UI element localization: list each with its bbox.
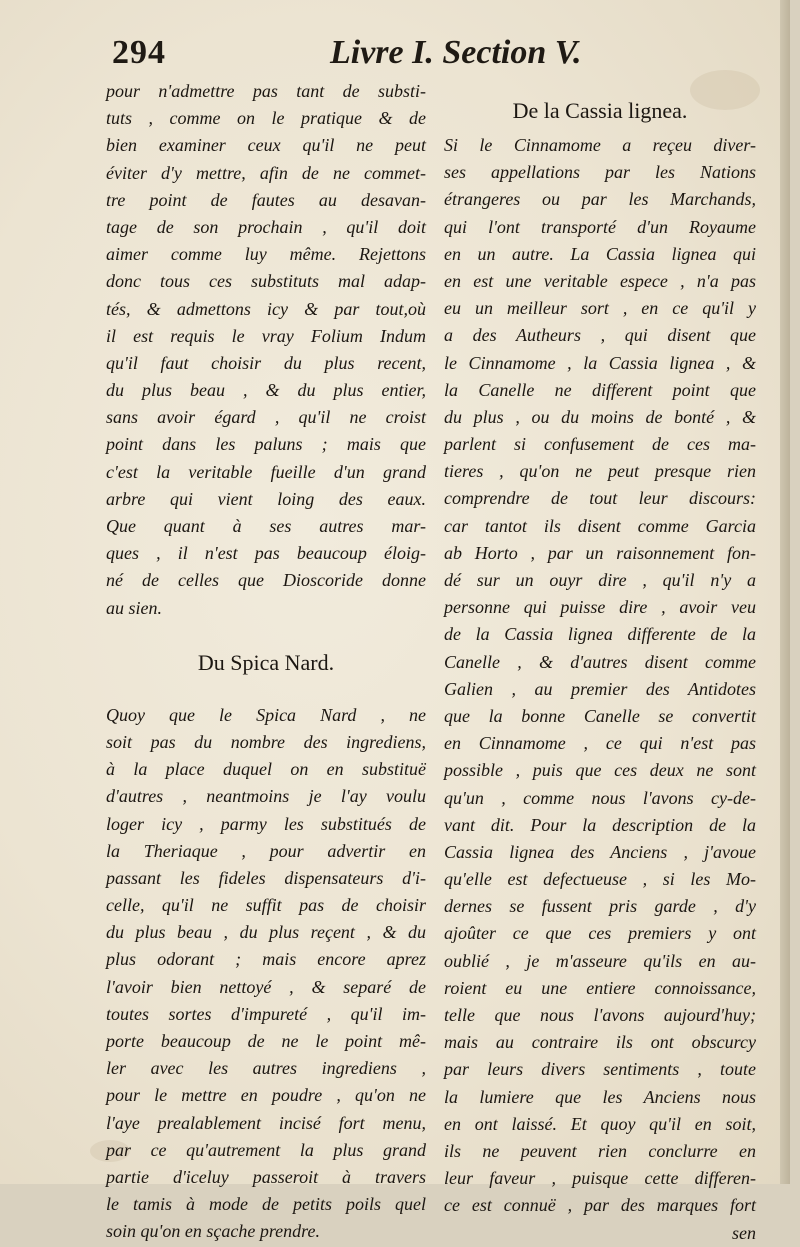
text-line: Galien , au premier des Antidotes [444,678,756,699]
text-line: comprendre de tout leur discours: [444,488,756,509]
text-line: dernes se fussent pris garde , d'y [444,896,756,917]
text-line: il est requis le vray Folium Indum [106,325,426,346]
text-line: tés, & admettons icy & par tout,où [106,298,426,319]
text-line: toutes sortes d'impureté , qu'il im- [106,1003,426,1024]
text-line: personne qui puisse dire , avoir veu [444,597,756,618]
text-line: que la bonne Canelle se convertit [444,705,756,726]
text-line: mais au contraire ils ont obscurcy [444,1032,756,1053]
text-line: en un autre. La Cassia lignea qui [444,243,756,264]
text-line: c'est la veritable fueille d'un grand [106,461,426,482]
text-line: leur faveur , puisque cette differen- [444,1168,756,1189]
text-line: en Cinnamome , ce qui n'est pas [444,733,756,754]
page-number: 294 [112,34,166,71]
text-line: porte beaucoup de ne le point mê- [106,1031,426,1051]
text-line: plus odorant ; mais encore aprez [106,949,426,970]
text-line: eu un meilleur sort , en ce qu'il y [444,298,756,319]
text-line: ils ne peuvent rien conclurre en [444,1140,756,1161]
text-line: le Cinnamome , la Cassia lignea , & [444,352,756,373]
section-heading: De la Cassia lignea. [512,98,688,123]
text-line: bien examiner ceux qu'il ne peut [106,135,426,156]
text-line: l'avoir bien nettoyé , & separé de [106,976,426,997]
text-line: la Theriaque , pour advertir en [106,840,426,861]
catchword: sen [732,1222,756,1243]
text-line: passant les fideles dispensateurs d'i- [106,867,426,888]
text-line: qu'un , comme nous l'avons cy-de- [444,787,756,808]
text-line: possible , puis que ces deux ne sont [444,760,756,781]
text-line: Canelle , & d'autres disent comme [444,651,756,672]
text-line: né de celles que Dioscoride donne [106,570,426,591]
left-column [106,78,426,1246]
text-line: éviter d'y mettre, afin de ne commet- [106,162,426,183]
text-line: roient eu une entiere connoissance, [444,977,756,998]
text-line: soit pas du nombre des ingrediens, [106,731,426,752]
running-title: Livre I. Section V. [330,34,582,71]
text-line: qu'elle est defectueuse , si les Mo- [444,869,756,890]
text-line: de la Cassia lignea differente de la [444,624,756,645]
text-line: ques , il n'est pas beaucoup éloig- [106,543,426,564]
text-line: d'autres , neantmoins je l'ay voulu [106,786,426,807]
text-line: donc tous ces substituts mal adap- [106,271,426,292]
text-line: a des Autheurs , qui disent que [444,325,756,346]
text-line: celle, qu'il ne suffit pas de choisir [106,895,426,916]
running-head [112,34,750,78]
page-edge [780,0,790,1184]
text-line: tre point de fautes au desavan- [106,189,426,210]
text-line: du plus beau , & du plus entier, [106,380,426,401]
text-line: ler avec les autres ingrediens , [106,1058,426,1079]
text-line: dé sur un ouyr dire , qu'il n'y a [444,570,756,590]
text-line: loger icy , parmy les substitués de [106,813,426,834]
text-line: Cassia lignea des Anciens , j'avoue [444,841,756,862]
text-line: par ce qu'autrement la plus grand [106,1139,426,1160]
text-line: pour le mettre en poudre , qu'on ne [106,1085,426,1106]
text-line: point dans les paluns ; mais que [106,434,426,455]
text-line: en ont laissé. Et quoy qu'il en soit, [444,1113,756,1134]
text-line: ab Horto , par un raisonnement fon- [444,542,756,563]
text-line: arbre qui vient loing des eaux. [106,488,426,509]
text-line: tuts , comme on le pratique & de [106,108,426,129]
text-line: Quoy que le Spica Nard , ne [106,704,426,725]
text-line: Que quant à ses autres mar- [106,516,426,536]
text-line: ce est connuë , par des marques fort [444,1195,756,1216]
text-line: en est une veritable espece , n'a pas [444,270,756,291]
text-line: étrangeres ou par les Marchands, [444,189,756,210]
text-line: Si le Cinnamome a reçeu diver- [444,135,756,155]
text-line: qu'il faut choisir du plus recent, [106,352,426,373]
text-line: pour n'admettre pas tant de substi- [106,81,426,101]
text-line: parlent si confusement de ces ma- [444,434,756,455]
text-line: oublié , je m'asseure qu'ils en au- [444,950,756,971]
text-line: du plus beau , du plus reçent , & du [106,922,426,943]
text-line: partie d'iceluy passeroit à travers [106,1166,426,1187]
text-line: tieres , qu'on ne peut presque rien [444,461,756,482]
text-line: ajoûter ce que ces premiers y ont [444,923,756,944]
text-line: tage de son prochain , qu'il doit [106,216,426,237]
text-line: sans avoir égard , qu'il ne croist [106,407,426,428]
text-line: par leurs divers sentiments , toute [444,1059,756,1080]
text-line: aimer comme luy même. Rejettons [106,244,426,265]
text-line: telle que nous l'avons aujourd'huy; [444,1005,756,1025]
text-line: la Canelle ne different point que [444,379,756,400]
text-line: à la place duquel on en substituë [106,759,426,780]
text-line: car tantot ils disent comme Garcia [444,515,756,536]
right-column [444,78,756,1247]
text-line: la lumiere que les Anciens nous [444,1086,756,1107]
text-line: vant dit. Pour la description de la [444,814,756,835]
text-line: du plus , ou du moins de bonté , & [444,406,756,427]
text-line: soin qu'on en sçache prendre. [106,1221,320,1242]
section-heading: Du Spica Nard. [197,649,335,675]
text-line: l'aye prealablement incisé fort menu, [106,1112,426,1133]
text-line: qui l'ont transporté d'un Royaume [444,216,756,237]
text-line: le tamis à mode de petits poils quel [106,1194,426,1215]
text-line: ses appellations par les Nations [444,162,756,183]
text-line: au sien. [106,597,162,618]
